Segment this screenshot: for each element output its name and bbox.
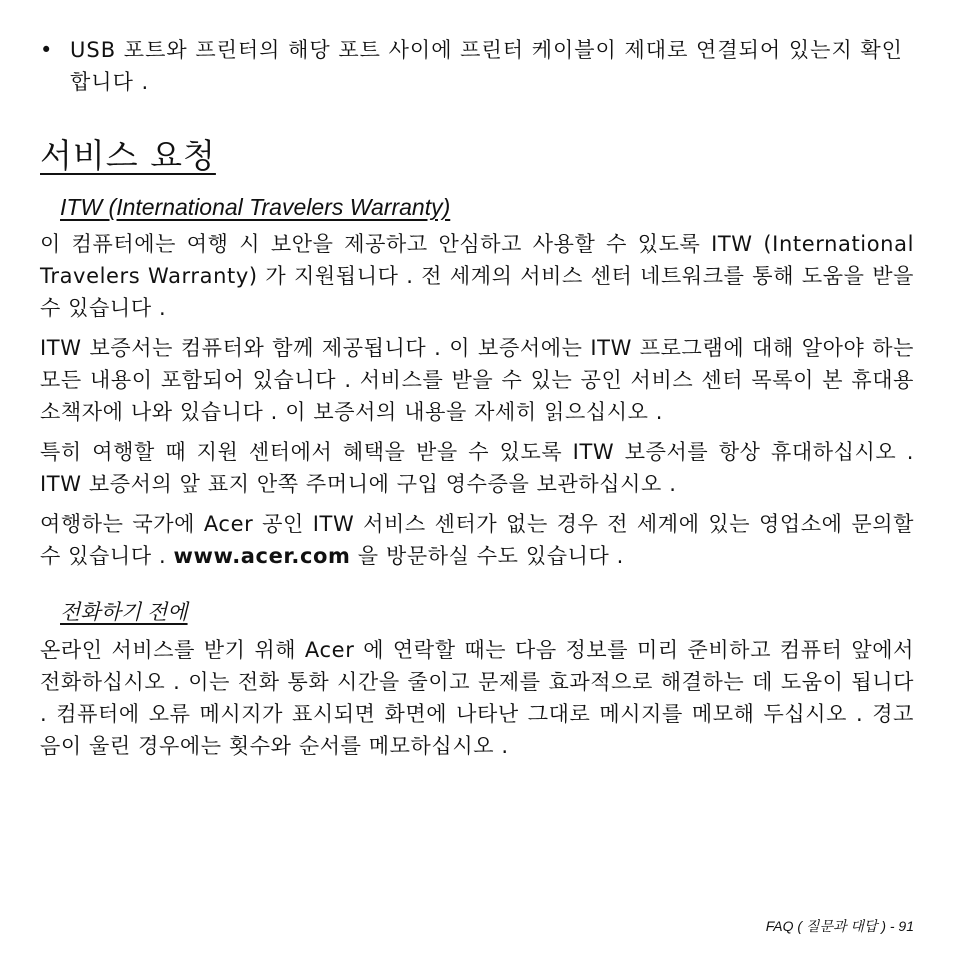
before-calling-paragraph: 온라인 서비스를 받기 위해 Acer 에 연락할 때는 다음 정보를 미리 준비하고 컴퓨터 앞에서 전화하십시오 . 이는 전화 통화 시간을 줄이고 문제를 효과적으로 해결하는 데 도움이 됩니다 . 컴퓨터에 오류 메시지가 표시되면 화면에 나타난 그대로 메시지를 메모해 두십시오 . 경고음이 울린 경우에는 횟수와 순서를 메모하십시오 . [40,638,914,758]
bullet-text: USB 포트와 프린터의 해당 포트 사이에 프린터 케이블이 제대로 연결되어 있는지 확인합니다 . [70,38,903,94]
page-title-text: 서비스 요청 [40,136,216,175]
itw-paragraph-3: 특히 여행할 때 지원 센터에서 혜택을 받을 수 있도록 ITW 보증서를 항상 휴대하십시오 . ITW 보증서의 앞 표지 안쪽 주머니에 구입 영수증을 보관하십시오 . [40,440,914,496]
acer-website-link[interactable]: www.acer.com [173,544,351,568]
itw-paragraph-4-text: 여행하는 국가에 Acer 공인 ITW 서비스 센터가 없는 경우 전 세계에 있는 영업소에 문의할 수 있습니다 . [40,512,914,568]
before-calling-heading: 전화하기 전에 [60,601,188,624]
itw-paragraph-2: ITW 보증서는 컴퓨터와 함께 제공됩니다 . 이 보증서에는 ITW 프로그램에 대해 알아야 하는 모든 내용이 포함되어 있습니다 . 서비스를 받을 수 있는 공인 서비스 센터 목록이 본 휴대용 소책자에 나와 있습니다 . 이 보증서의 내용을 자세히 읽으십시오 . [40,336,914,424]
page-title [40,134,914,178]
bullet-item [40,34,914,98]
itw-paragraph-4-tail: 을 방문하실 수도 있습니다 . [350,544,624,568]
document-page [40,34,914,762]
itw-paragraph-1: 이 컴퓨터에는 여행 시 보안을 제공하고 안심하고 사용할 수 있도록 ITW (International Travelers Warranty) 가 지원됩니다 . 전 세계의 서비스 센터 네트워크를 통해 도움을 받을 수 있습니다 . [40,232,914,320]
bullet-icon: • [40,38,54,62]
page-footer: FAQ ( 질문과 대답 ) - 91 [765,918,914,934]
itw-heading: ITW (International Travelers Warranty) [60,194,451,220]
itw-paragraph-4 [40,508,914,572]
